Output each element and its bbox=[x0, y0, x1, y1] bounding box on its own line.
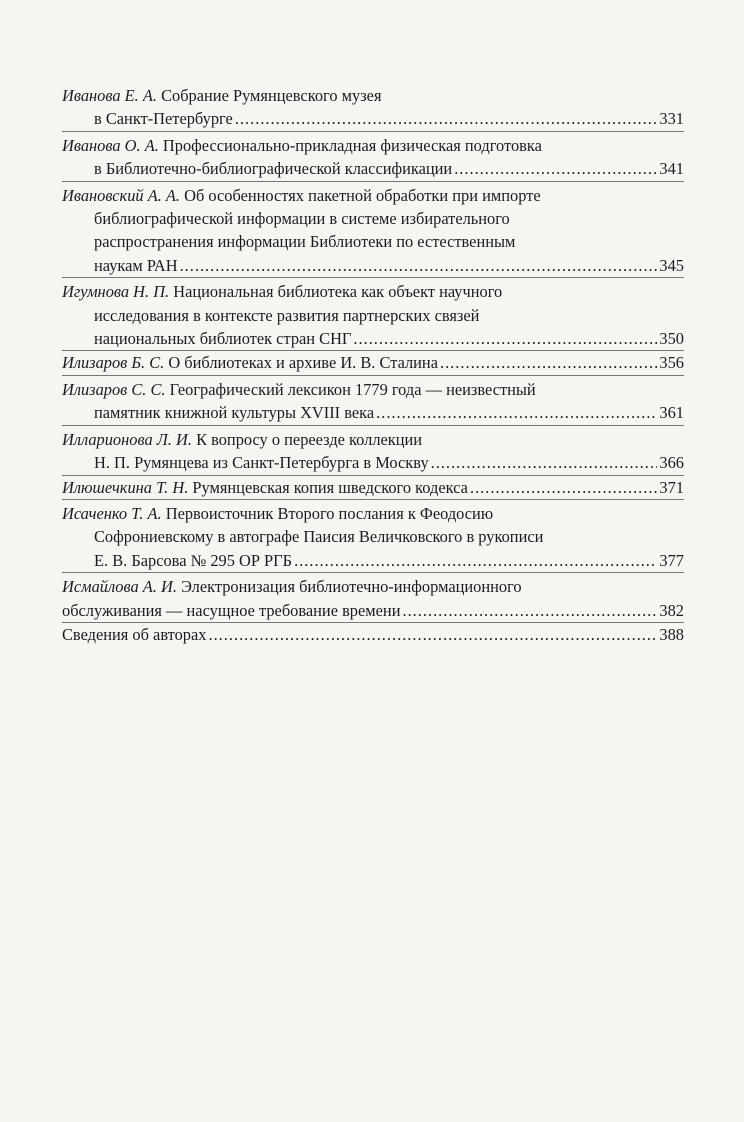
leader-dots bbox=[180, 254, 658, 277]
leader-dots bbox=[376, 401, 657, 424]
toc-last-line bbox=[62, 599, 684, 622]
toc-entry-head bbox=[62, 182, 684, 207]
toc-last-line bbox=[62, 476, 684, 499]
toc-title-line: Сведения об авторах bbox=[62, 624, 207, 644]
leader-dots bbox=[454, 157, 657, 180]
toc-entry-head bbox=[62, 573, 684, 598]
toc-title-line: Об особенностях пакетной обработки при импорте bbox=[184, 185, 541, 205]
toc-last-line bbox=[62, 451, 684, 474]
toc-last-line bbox=[62, 623, 684, 646]
toc-title-line: Географический лексикон 1779 года — неизвестный bbox=[169, 379, 536, 399]
toc-entry bbox=[62, 500, 684, 573]
toc-entry bbox=[62, 351, 684, 375]
toc-title-line: библиографической информации в системе избирательного bbox=[94, 209, 510, 229]
toc-title-line: Первоисточник Второго послания к Феодосию bbox=[165, 503, 494, 523]
toc-entry bbox=[62, 132, 684, 182]
toc-page-number: 371 bbox=[659, 477, 684, 497]
toc-title-line: памятник книжной культуры XVIII века bbox=[94, 403, 375, 423]
toc-entry bbox=[62, 426, 684, 476]
toc-title-line: Собрание Румянцевского музея bbox=[161, 86, 382, 105]
toc-author: Иванова О. А. bbox=[62, 135, 159, 155]
toc-author: Игумнова Н. П. bbox=[62, 282, 170, 302]
toc-title-line: распространения информации Библиотеки по естественным bbox=[94, 232, 516, 252]
toc-page-number: 356 bbox=[659, 353, 684, 373]
toc-title-line: Электронизация библиотечно-информационного bbox=[181, 577, 522, 597]
toc-title-line: обслуживания — насущное требование времени bbox=[62, 600, 401, 620]
toc-author: Ивановский А. А. bbox=[62, 185, 181, 205]
toc-author: Иванова Е. А. bbox=[62, 86, 157, 105]
leader-dots bbox=[440, 351, 657, 374]
toc-page-number: 377 bbox=[659, 550, 684, 570]
toc-title-line: Е. В. Барсова № 295 ОР РГБ bbox=[94, 550, 293, 570]
toc-author: Исмайлова А. И. bbox=[62, 577, 177, 597]
toc-title-line: О библиотеках и архиве И. В. Сталина bbox=[168, 353, 438, 373]
leader-dots bbox=[431, 451, 658, 474]
toc-last-line bbox=[62, 351, 684, 374]
toc-page-number: 331 bbox=[659, 109, 684, 129]
toc-author: Исаченко Т. А. bbox=[62, 503, 162, 523]
toc-last-line bbox=[62, 401, 684, 424]
toc-page-number: 345 bbox=[659, 255, 684, 275]
toc-entry bbox=[62, 376, 684, 426]
toc-entry-head bbox=[62, 82, 684, 107]
toc-page-number: 361 bbox=[659, 403, 684, 423]
leader-dots bbox=[294, 549, 657, 572]
toc-last-line bbox=[62, 549, 684, 572]
toc-entry-head bbox=[62, 278, 684, 303]
toc-author: Илизаров С. С. bbox=[62, 379, 166, 399]
toc-title-line: в Библиотечно-библиографической классификации bbox=[94, 159, 453, 179]
leader-dots bbox=[353, 327, 657, 350]
toc-title-line: Н. П. Румянцева из Санкт-Петербурга в Москву bbox=[94, 453, 429, 473]
toc-entry bbox=[62, 476, 684, 500]
toc-title-line: в Санкт-Петербурге bbox=[94, 109, 233, 129]
toc-last-line bbox=[62, 107, 684, 130]
toc-last-line bbox=[62, 157, 684, 180]
toc-title-line: исследования в контексте развития партнерских связей bbox=[94, 305, 480, 325]
toc-page-number: 388 bbox=[659, 624, 684, 644]
toc-title-line: Румянцевская копия шведского кодекса bbox=[192, 477, 468, 497]
toc-last-line bbox=[62, 327, 684, 350]
leader-dots bbox=[402, 599, 657, 622]
toc-title-line: национальных библиотек стран СНГ bbox=[94, 329, 352, 349]
leader-dots bbox=[208, 623, 657, 646]
toc-page-number: 350 bbox=[659, 329, 684, 349]
toc-title-line: К вопросу о переезде коллекции bbox=[196, 429, 423, 449]
toc-entry-head bbox=[62, 132, 684, 157]
toc-title-line: наукам РАН bbox=[94, 255, 178, 275]
toc-author: Илларионова Л. И. bbox=[62, 429, 192, 449]
toc-title-line: Профессионально-прикладная физическая подготовка bbox=[162, 135, 542, 155]
leader-dots bbox=[235, 107, 658, 130]
toc-entry-head bbox=[62, 500, 684, 525]
toc-entry bbox=[62, 573, 684, 623]
toc-page-number: 341 bbox=[659, 159, 684, 179]
toc-author: Илизаров Б. С. bbox=[62, 353, 165, 373]
toc-title-line: Национальная библиотека как объект научного bbox=[173, 282, 503, 302]
toc-page-number: 366 bbox=[659, 453, 684, 473]
toc-entry bbox=[62, 182, 684, 279]
toc-author: Илюшечкина Т. Н. bbox=[62, 477, 189, 497]
table-of-contents bbox=[62, 82, 684, 646]
leader-dots bbox=[470, 476, 657, 499]
toc-page-number: 382 bbox=[659, 600, 684, 620]
toc-last-line bbox=[62, 254, 684, 277]
toc-entry bbox=[62, 623, 684, 646]
toc-entry-head bbox=[62, 426, 684, 451]
toc-entry bbox=[62, 278, 684, 351]
toc-entry-head bbox=[62, 376, 684, 401]
toc-entry bbox=[62, 82, 684, 132]
toc-title-line: Софрониевскому в автографе Паисия Величковского в рукописи bbox=[94, 527, 544, 547]
